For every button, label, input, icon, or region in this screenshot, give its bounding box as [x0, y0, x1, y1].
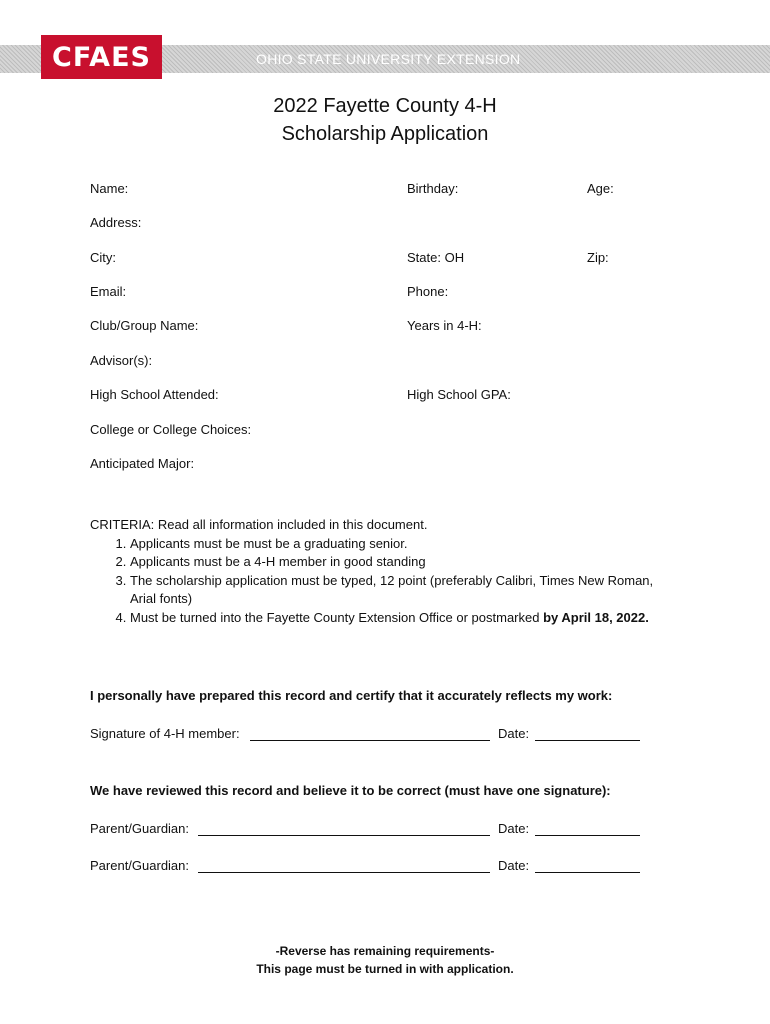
years-label: Years in 4-H:: [407, 318, 482, 333]
member-date-line[interactable]: [535, 740, 640, 741]
criteria-list: [90, 535, 670, 628]
zip-label: Zip:: [587, 250, 609, 265]
email-label: Email:: [90, 284, 127, 299]
advisor-label: Advisor(s):: [90, 353, 153, 368]
club-label: Club/Group Name:: [90, 318, 199, 333]
criteria-section: [90, 516, 670, 628]
college-label: College or College Choices:: [90, 422, 252, 437]
parent-signature-label-2: Parent/Guardian:: [90, 858, 190, 873]
age-label: Age:: [587, 181, 614, 196]
gpa-label: High School GPA:: [407, 387, 511, 402]
criteria-item: [130, 609, 670, 628]
phone-label: Phone:: [407, 284, 449, 299]
page-title-line1: 2022 Fayette County 4-H: [273, 95, 497, 117]
parent-date-label-1: Date:: [498, 821, 530, 836]
criteria-item-text: Must be turned into the Fayette County Extension Office or postmarked: [130, 609, 544, 625]
cfaes-logo: CFAES: [41, 35, 162, 79]
state-label: State: OH: [407, 250, 465, 265]
parent-date-label-2: Date:: [498, 858, 530, 873]
parent-date-line-2[interactable]: [535, 872, 640, 873]
parent-signature-label-1: Parent/Guardian:: [90, 821, 190, 836]
criteria-item: 2. Applicants must be a 4-H member in good standing: [130, 553, 670, 572]
extension-banner-text: OHIO STATE UNIVERSITY EXTENSION: [256, 51, 521, 67]
parent-signature-line-1[interactable]: [198, 835, 490, 836]
parent-signature-line-2[interactable]: [198, 872, 490, 873]
parent-date-line-1[interactable]: [535, 835, 640, 836]
footer-note-line1: -Reverse has remaining requirements-: [275, 944, 495, 958]
member-signature-label: Signature of 4-H member:: [90, 726, 240, 741]
member-date-label: Date:: [498, 726, 530, 741]
city-label: City:: [90, 250, 116, 265]
birthday-label: Birthday:: [407, 181, 459, 196]
criteria-item: 1. Applicants must be must be a graduating senior.: [130, 535, 670, 554]
high-school-label: High School Attended:: [90, 387, 219, 402]
footer-note-line2: This page must be turned in with application.: [256, 962, 514, 976]
name-label: Name:: [90, 181, 129, 196]
deadline-text: by April 18, 2022.: [543, 609, 649, 625]
major-label: Anticipated Major:: [90, 456, 195, 471]
page-title-line2: Scholarship Application: [281, 123, 489, 145]
certify-statement: I personally have prepared this record and certify that it accurately reflects my work:: [90, 688, 613, 703]
address-label: Address:: [90, 215, 142, 230]
criteria-item: 3. The scholarship application must be typed, 12 point (preferably Calibri, Times New Roman, Arial fonts): [130, 572, 670, 609]
member-signature-line[interactable]: [250, 740, 490, 741]
criteria-heading: CRITERIA: Read all information included in this document.: [90, 517, 428, 532]
review-statement: We have reviewed this record and believe it to be correct (must have one signature):: [90, 783, 611, 798]
